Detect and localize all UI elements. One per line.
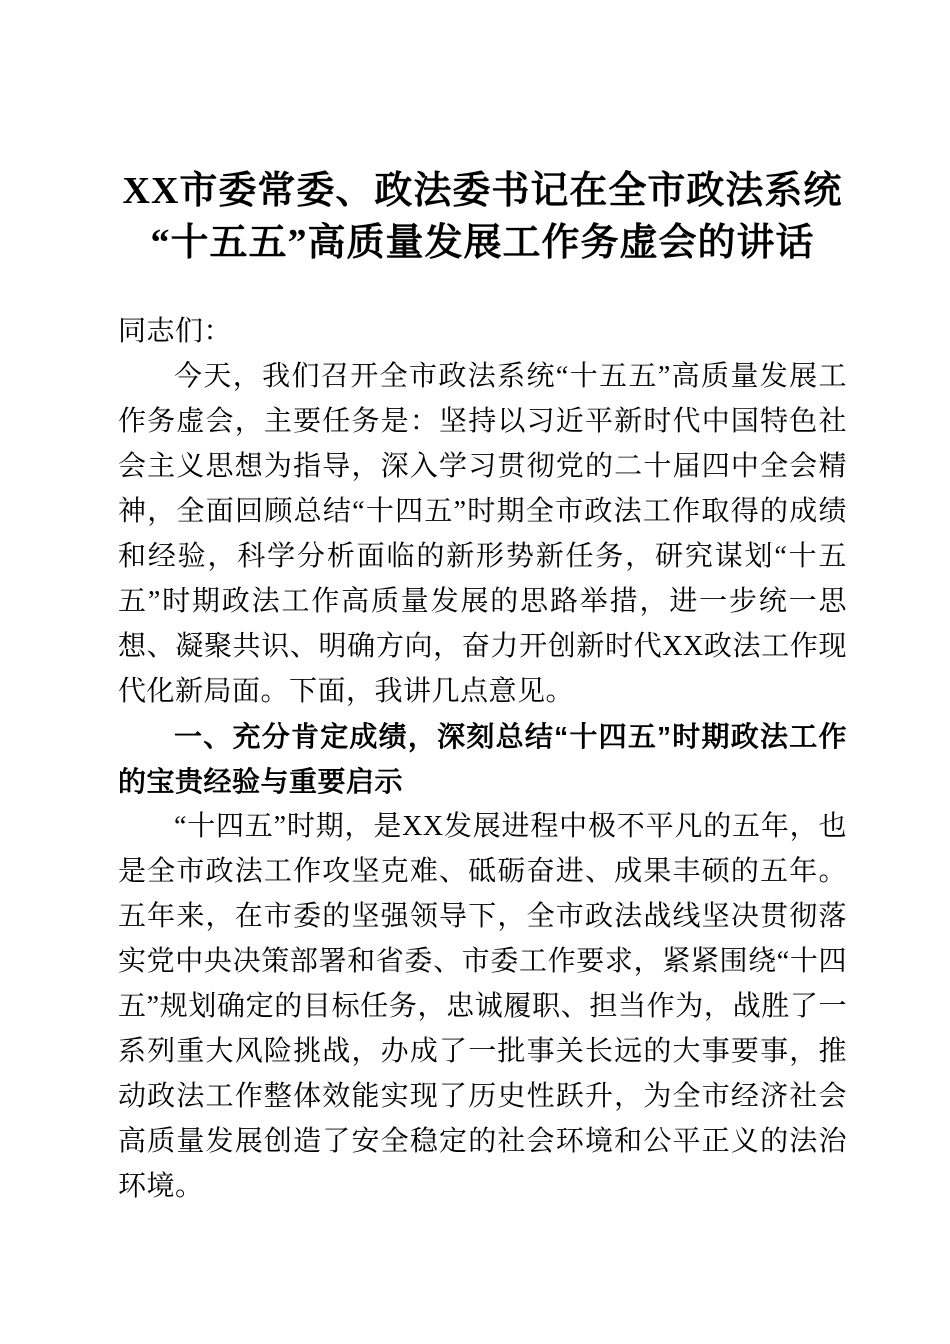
document-title-line-1: XX市委常委、政法委书记在全市政法系统	[122, 170, 843, 212]
paragraph-section-1: “十四五”时期，是XX发展进程中极不平凡的五年，也是全市政法工作攻坚克难、砥砺奋进、成果丰硕的五年。五年来，在市委的坚强领导下，全市政法战线坚决贯彻落实党中央决策部署和省委、市委工作要求，紧紧围绕“十四五”规划确定的目标任务，忠诚履职、担当作为，战胜了一系列重大风险挑战，办成了一批事关长远的大事要事，推动政法工作整体效能实现了历史性跃升，为全市经济社会高质量发展创造了安全稳定的社会环境和公平正义的法治环境。	[118, 811, 847, 1202]
document-title-line-2: “十五五”高质量发展工作务虚会的讲话	[150, 222, 815, 264]
document-title	[118, 165, 847, 269]
salutation: 同志们：	[118, 316, 233, 347]
paragraph-intro: 今天，我们召开全市政法系统“十五五”高质量发展工作务虚会，主要任务是：坚持以习近平新时代中国特色社会主义思想为指导，深入学习贯彻党的二十届四中全会精神，全面回顾总结“十四五”时期全市政法工作取得的成绩和经验，科学分析面临的新形势新任务，研究谋划“十五五”时期政法工作高质量发展的思路举措，进一步统一思想、凝聚共识、明确方向，奋力开创新时代XX政法工作现代化新局面。下面，我讲几点意见。	[118, 361, 847, 707]
section-heading-1: 一、充分肯定成绩，深刻总结“十四五”时期政法工作的宝贵经验与重要启示	[118, 721, 847, 797]
